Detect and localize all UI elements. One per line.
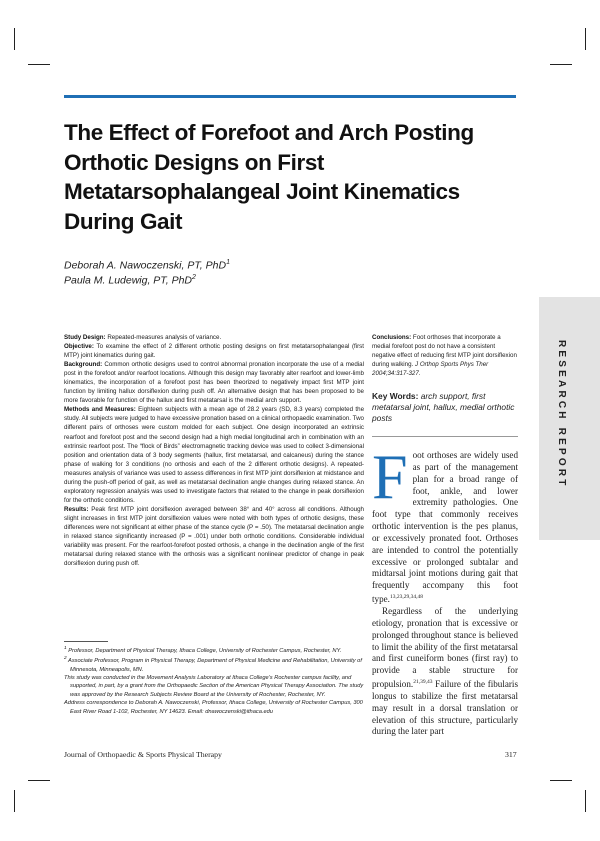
crop-mark: [550, 780, 572, 781]
article-title: The Effect of Forefoot and Arch Posting Orthotic Designs on First Metatarsophalangeal Joint Kinematics During Gait: [64, 120, 474, 234]
page-number: 317: [505, 750, 517, 759]
author-name: Deborah A. Nawoczenski, PT, PhD: [64, 259, 227, 272]
author-name: Paula M. Ludewig, PT, PhD: [64, 274, 193, 287]
reference-marks: 13,23,29,34,48: [389, 594, 423, 601]
abstract-background: Background: Common orthotic designs used to control abnormal pronation incorporate the use of a medial post in the forefoot and/or rearfoot locations. Although this design may favorably alter rearfoot and lower-limb kinematics, the incorporation of a forefoot post has been theorized to negatively impact first MTP joint function by limiting hallux dorsiflexion during push off. An alternative design that has been proposed to be more favorable for function of the hallux and first metatarsal is the medial arch support.: [64, 361, 364, 405]
author-affiliation-mark: 1: [226, 259, 230, 266]
header-rule: [64, 95, 516, 98]
reference-marks: 21,39,43: [413, 679, 433, 686]
body-divider: [372, 436, 518, 437]
crop-mark: [14, 28, 15, 50]
footnote-rule: [64, 641, 108, 642]
author-line: [64, 259, 230, 272]
crop-mark: [585, 790, 586, 812]
abstract-objective: Objective: To examine the effect of 2 different orthotic posting designs on first metatarsophalangeal (first MTP) joint kinematics during gait.: [64, 343, 364, 360]
crop-mark: [28, 780, 50, 781]
author-affiliation-mark: 2: [192, 274, 196, 281]
crop-mark: [550, 64, 572, 65]
crop-mark: [14, 790, 15, 812]
crop-mark: [585, 28, 586, 50]
body-paragraph: oot orthoses are widely used as part of the management plan for a broad range of foot, ankle, and lower extremity pathologies. One foot type that commonly receives orthotic intervention is the pes planus, or excessively pronated foot. Orthoses are intended to control the potentially excessive or prolonged subtalar and midtarsal joint motions during gait that frequently accompany this foot type.: [372, 450, 518, 605]
abstract-results: Results: Peak first MTP joint dorsiflexion averaged between 38° and 40° across all conditions. Although slight increases in first MTP joint dorsiflexion values were noted with both types of orthotic designs, these differences were not significant at either phase of the stance cycle (P = .50). The metatarsal declination angle in relaxed stance significantly increased (P = .001) under both orthotic conditions. Considerable individual variability was present. For the rearfoot-forefoot posted orthosis, a change in the declination angle of the first metatarsal during relaxed stance with the orthosis was a significant nonlinear predictor of change in peak dorsiflexion during push off.: [64, 505, 364, 568]
footnote: This study was conducted in the Movement Analysis Laboratory at Ithaca College’s Rochester campus facility, and supported, in part, by a grant from the Orthopaedic Section of the American Physical Therapy Association. The study was approved by the Research Subjects Review Board at the University of Rochester, Rochester, NY.: [64, 675, 364, 698]
author-line: [64, 274, 196, 287]
footnote: $^2$ Associate Professor, Program in Physical Therapy, Department of Physical Medicine and Rehabilitation, University of Minnesota, Minneapolis, MN.: [64, 656, 362, 673]
section-label: RESEARCH REPORT: [556, 340, 567, 489]
abstract-conclusions: Conclusions: Foot orthoses that incorporate a medial forefoot post do not have a consistent negative effect of reducing first MTP joint dorsiflexion during walking. J Orthop Sports Phys Ther 2004;34:317-327.: [372, 334, 517, 378]
keywords: Key Words: arch support, first metatarsal joint, hallux, medial orthotic posts: [372, 391, 515, 423]
footnote: Address correspondence to Deborah A. Nawoczenski, Professor, Ithaca College, University of Rochester Campus, 300 East River Road 1-102, Rochester, NY 14623. Email: dnawoczenski@ithaca.edu: [64, 700, 363, 715]
footer-journal-name: Journal of Orthopaedic & Sports Physical Therapy: [64, 750, 222, 759]
abstract-methods: Methods and Measures: Eighteen subjects with a mean age of 28.2 years (SD, 8.3 years) completed the study. All subjects were judged to have excessive pronation based on a clinical orthopaedic examination. Two different pairs of orthoses were custom molded for each subject. One design incorporated an extrinsic rearfoot and forefoot post and the second design had a high medial longitudinal arch in combination with an extrinsic rearfoot post. The “flock of Birds” electromagnetic tracking device was used to collect 3-dimensional position and orientation data of 3 body segments (hallux, first metatarsal, and calcaneus) during the stance phase of walking for 3 conditions (no orthosis and each of the 2 different orthotic designs). A repeated-measures analysis of variance was used to assess differences in first MTP joint dorsiflexion at midstance and during the push-off period of gait, as well as metatarsal declination angle changes during relaxed stance. An exploratory regression analysis was used to investigate factors that related to the change in peak dorsiflexion for the orthotic conditions.: [64, 406, 365, 504]
footnote: $^1$ Professor, Department of Physical Therapy, Ithaca College, University of Rochester Campus, Rochester, NY.: [64, 646, 342, 654]
abstract-study-design: Study Design: Repeated-measures analysis of variance.: [64, 334, 222, 341]
citation: J Orthop Sports Phys Ther 2004;34:317-327.: [372, 361, 489, 378]
body-text: [372, 441, 518, 738]
body-paragraph: Regardless of the underlying etiology, pronation that is excessive or prolonged throughout stance is believed to limit the ability of the first metatarsal and first cuneiform bones (first ray) to provide a stable structure for propulsion.: [372, 606, 518, 690]
body-paragraph: Failure of the fibularis longus to stabilize the first metatarsal may result in a dorsal translation or elevation of this structure, particularly during the later part: [372, 679, 518, 737]
section-sidebar: [539, 297, 600, 540]
abstract: [64, 333, 364, 568]
crop-mark: [28, 64, 50, 65]
drop-cap: F: [372, 441, 408, 512]
footnotes: [64, 645, 364, 716]
